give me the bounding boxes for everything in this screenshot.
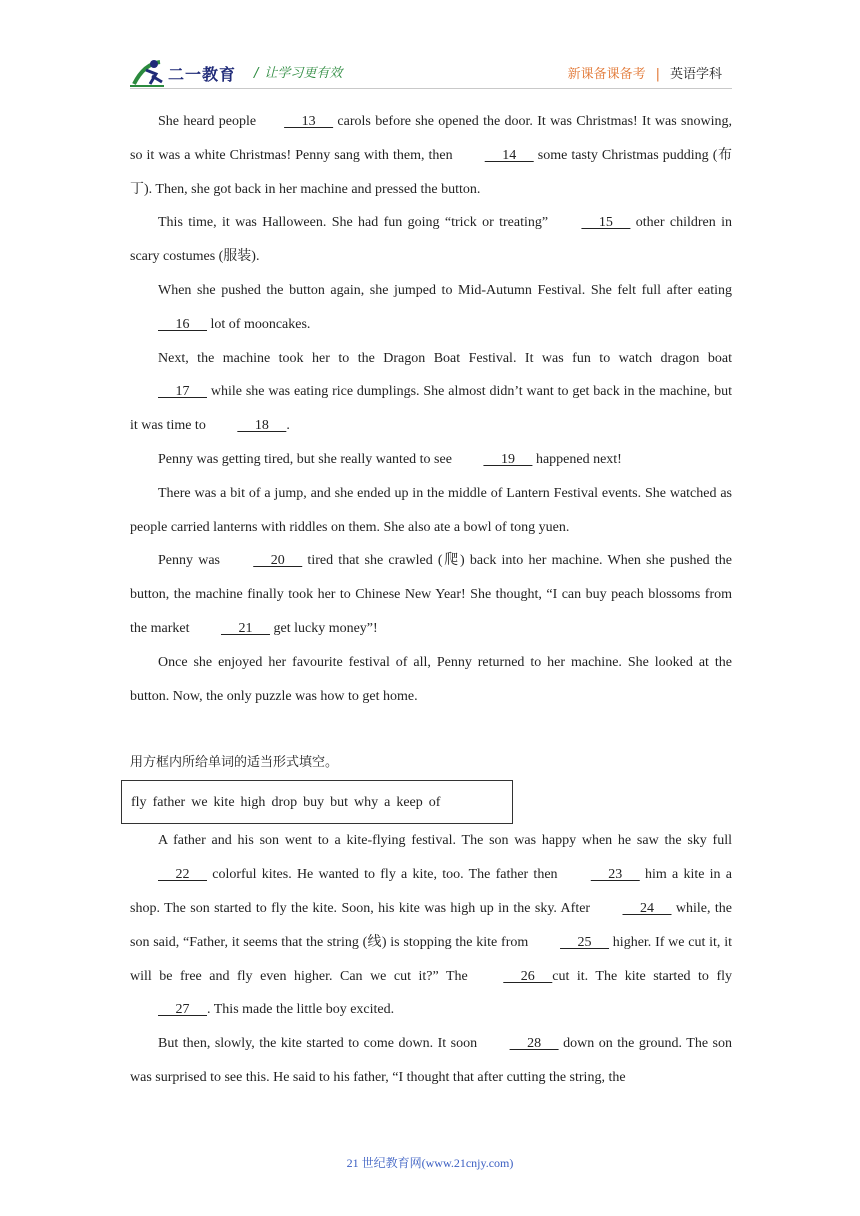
answer-blank: 15 <box>581 215 631 231</box>
passage-one <box>130 105 732 713</box>
paragraph-text: When she pushed the button again, she jumped to Mid-Autumn Festival. She felt full after eating <box>158 282 732 298</box>
paragraph <box>130 477 732 545</box>
paragraph-text: higher. If we cut it, it will be free and fly even higher. Can we cut it?” The <box>130 934 732 984</box>
answer-blank: 22 <box>158 867 207 883</box>
paragraph-text: carols before she opened the door. It was Christmas! It was snowing, so it was a white Christmas! Penny sang with them, then <box>130 114 732 163</box>
paragraph-text: This time, it was Halloween. She had fun going “trick or treating” <box>158 215 554 231</box>
header-divider <box>130 88 732 89</box>
paragraph-text: Penny was getting tired, but she really wanted to see <box>158 451 456 467</box>
answer-blank: 23 <box>590 867 640 883</box>
word-option: father <box>152 795 186 811</box>
paragraph-text: cut it. The kite started to fly <box>552 968 732 984</box>
paragraph-text: while, the son said, “Father, it seems that the string (线) is stopping the kite from <box>130 900 733 950</box>
answer-blank: 19 <box>483 451 533 467</box>
paragraph <box>130 544 732 645</box>
word-option: kite <box>213 795 235 811</box>
paragraph-text: Once she enjoyed her favourite festival of all, Penny returned to her machine. She looked at the button. Now, the only puzzle was how to get home. <box>130 654 732 704</box>
paragraph-text: tired that she crawled (爬) back into her machine. When she pushed the button, the machine finally took her to Chinese New Year! She thought, “I can buy peach blossoms from the market <box>130 553 733 636</box>
answer-blank: 14 <box>484 147 534 163</box>
answer-blank: 26 <box>503 968 553 984</box>
paragraph-text: some tasty Christmas pudding (布丁). Then, she got back in her machine and pressed the button. <box>130 147 732 197</box>
word-option: we <box>191 795 208 811</box>
paragraph-text: while she was eating rice dumplings. She almost didn’t want to get back in the machine, but it was time to <box>130 384 732 434</box>
word-option: of <box>428 795 441 811</box>
paragraph-text: colorful kites. He wanted to fly a kite, too. The father then <box>207 867 563 883</box>
exercise-instruction: 用方框内所给单词的适当形式填空。 <box>130 755 339 771</box>
slogan: / 让学习更有效 <box>254 66 343 81</box>
paragraph-text: Penny was <box>158 553 226 569</box>
word-option: keep <box>396 795 423 811</box>
answer-blank: 21 <box>220 620 270 636</box>
paragraph <box>130 1027 732 1095</box>
header-right: 新课备课备考 | 英语学科 <box>567 67 722 82</box>
paragraph-text: happened next! <box>532 451 622 467</box>
paragraph-text: . <box>286 418 290 434</box>
paragraph <box>130 206 732 274</box>
paragraph-text: get lucky money”! <box>269 620 378 636</box>
word-option: buy <box>303 795 325 811</box>
answer-blank: 20 <box>253 553 303 569</box>
paragraph-text: other children in scary costumes (服装). <box>130 215 732 265</box>
header-subject-label: 英语学科 <box>669 67 722 82</box>
word-option: but <box>330 795 348 811</box>
paragraph-text: A father and his son went to a kite-flying festival. The son was happy when he saw the sky full <box>158 833 732 849</box>
answer-blank: 25 <box>560 934 610 950</box>
word-option: fly <box>131 795 147 811</box>
paragraph <box>130 342 732 443</box>
answer-blank: 17 <box>158 384 207 400</box>
paragraph <box>130 824 732 1027</box>
page-header <box>130 56 732 92</box>
paragraph-text: There was a bit of a jump, and she ended up in the middle of Lantern Festival events. She watched as people carried lanterns with riddles on them. She also ate a bowl of tong yuen. <box>130 485 732 535</box>
document-body <box>130 105 732 1095</box>
paragraph-text: Next, the machine took her to the Dragon Boat Festival. It was fun to watch dragon boat <box>158 350 732 366</box>
paragraph <box>130 646 732 714</box>
paragraph <box>130 443 732 477</box>
answer-blank: 16 <box>158 316 207 332</box>
paragraph <box>130 274 732 342</box>
paragraph-text: him a kite in a shop. The son started to fly the kite. Soon, his kite was high up in the sky. After <box>130 867 732 916</box>
brand-name: 二一教育 <box>168 65 237 84</box>
word-option: high <box>240 795 266 811</box>
paragraph-text: She heard people <box>158 114 257 129</box>
word-box <box>121 780 513 824</box>
answer-blank: 13 <box>284 114 334 129</box>
passage-two <box>130 824 732 1094</box>
page-footer: 21 世纪教育网(www.21cnjy.com) <box>346 1156 514 1170</box>
paragraph-text: down on the ground. The son was surprised to see this. He said to his father, “I thought that after cutting the string, the <box>130 1036 732 1085</box>
word-option: drop <box>271 795 298 811</box>
word-option: why <box>354 795 379 811</box>
answer-blank: 28 <box>509 1036 559 1052</box>
paragraph-text: . This made the little boy excited. <box>207 1002 395 1018</box>
paragraph-text: lot of mooncakes. <box>207 316 311 332</box>
paragraph <box>130 105 732 206</box>
word-option: a <box>384 795 391 811</box>
paragraph-text: But then, slowly, the kite started to come down. It soon <box>158 1036 482 1052</box>
answer-blank: 27 <box>158 1002 207 1018</box>
answer-blank: 24 <box>622 900 672 916</box>
answer-blank: 18 <box>237 418 287 434</box>
header-course-label: 新课备课备考 <box>567 67 646 82</box>
